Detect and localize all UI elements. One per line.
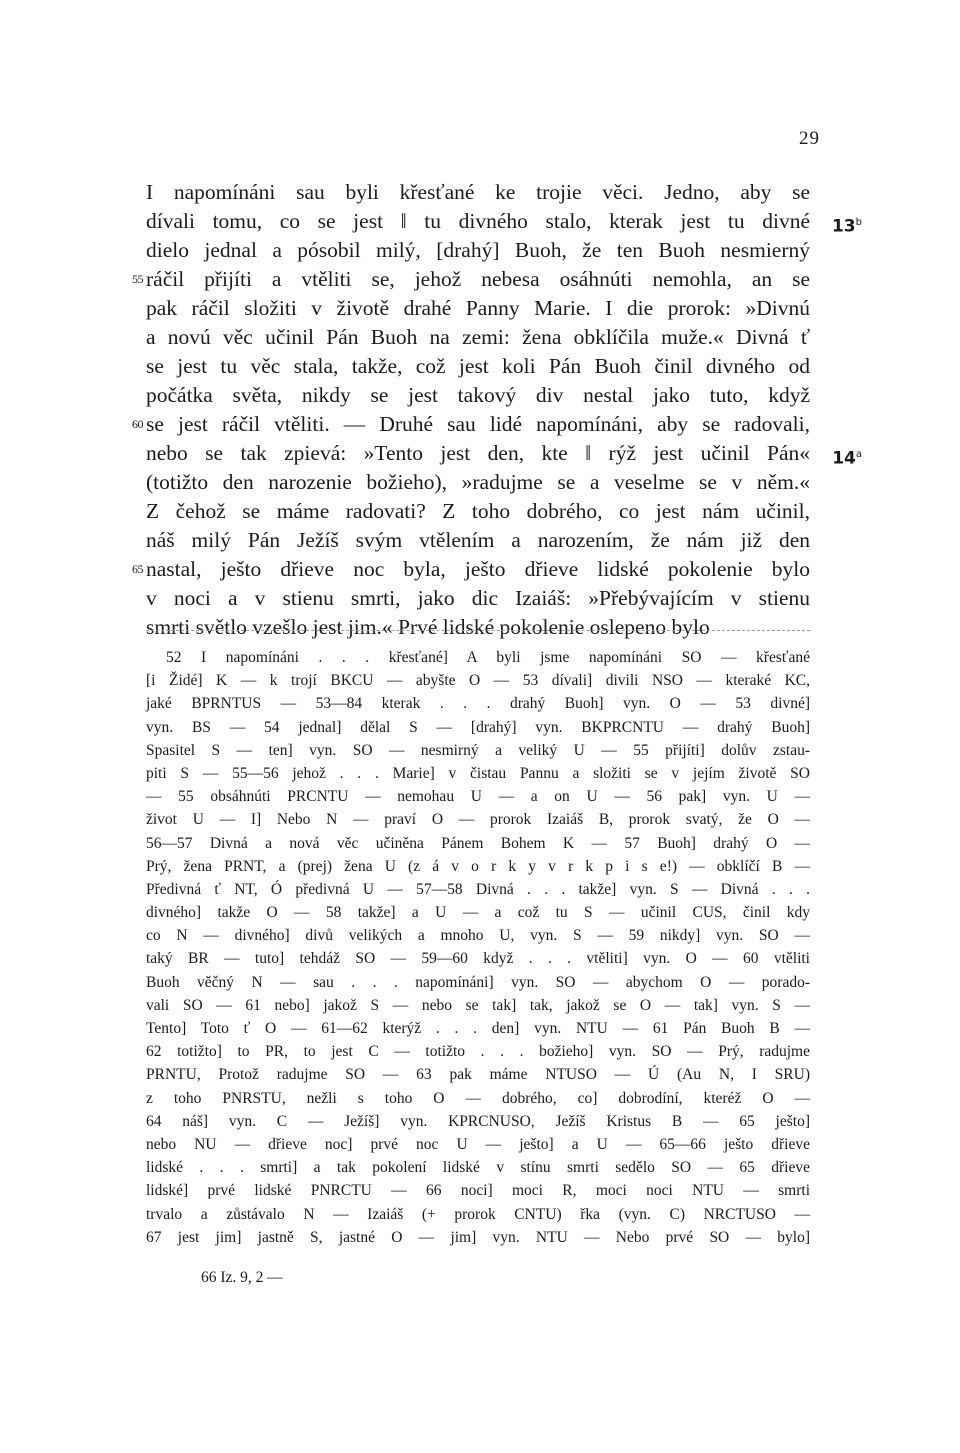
text-line bbox=[146, 236, 810, 265]
apparatus-line: Předivná ť NT, Ó předivná U — 57—58 Divná . . . takže] vyn. S — Divná . . . bbox=[146, 880, 810, 898]
text-line bbox=[146, 613, 810, 642]
apparatus-line: PRNTU, Protož radujme SO — 63 pak máme NTUSO — Ú (Au N, I SRU) bbox=[146, 1066, 810, 1084]
apparatus-line: 64 náš] vyn. C — Ježíš] vyn. KPRCNUSO, Ježíš Kristus B — 65 ješto] bbox=[146, 1112, 810, 1130]
apparatus-line: 67 jest jim] jastně S, jastné O — jim] vyn. NTU — Nebo prvé SO — bylo] bbox=[146, 1228, 810, 1246]
line-text: nebo se tak zpievá: »Tento jest den, kte ‖ rýž jest učinil Pán« bbox=[146, 441, 810, 465]
text-line bbox=[146, 584, 810, 613]
text-line bbox=[146, 381, 810, 410]
page-number: 29 bbox=[799, 128, 820, 149]
apparatus-line: Tento] Toto ť O — 61—62 kterýž . . . den] vyn. NTU — 61 Pán Buoh B — bbox=[146, 1020, 810, 1037]
text-line bbox=[146, 439, 862, 469]
apparatus-line: Buoh věčný N — sau . . . napomínáni] vyn. SO — abychom O — porado- bbox=[146, 973, 810, 991]
line-text: Z čehož se máme radovati? Z toho dobrého, co jest nám učinil, bbox=[146, 499, 810, 523]
apparatus-line: 52 I napomínáni . . . křesťané] A byli jsme napomínáni SO — křesťané bbox=[166, 649, 810, 666]
apparatus-line: piti S — 55—56 jehož . . . Marie] v čistau Pannu a složiti se v jejím životě SO bbox=[146, 764, 810, 782]
apparatus-line: vali SO — 61 nebo] jakož S — nebo se tak] tak, jakož se O — tak] vyn. S — bbox=[146, 996, 810, 1014]
line-number: 55 bbox=[132, 272, 143, 286]
folio-reference: 14$^a$ bbox=[832, 448, 862, 469]
line-text: a novú věc učinil Pán Buoh na zemi: žena obklíčila muže.« Divná ť bbox=[146, 325, 810, 349]
line-text: v noci a v stienu smrti, jako dic Izaiáš: »Přebývajícím v stienu bbox=[146, 586, 810, 610]
folio-reference: 13$^b$ bbox=[831, 216, 862, 237]
text-line bbox=[132, 265, 810, 294]
apparatus-line: jaké BPRNTUS — 53—84 kterak . . . drahý Buoh] vyn. O — 53 divné] bbox=[146, 695, 810, 713]
apparatus-line: život U — I] Nebo N — praví O — prorok Izaiáš B, prorok svatý, že O — bbox=[146, 811, 810, 829]
apparatus-line: co N — divného] divů velikých a mnoho U, vyn. S — 59 nikdy] vyn. SO — bbox=[146, 927, 810, 945]
line-text: (totižto den narozenie božieho), »radujme se a veselme se v něm.« bbox=[146, 470, 810, 494]
line-number: 60 bbox=[132, 417, 143, 431]
text-line bbox=[146, 323, 810, 352]
apparatus-line: Prý, žena PRNT, a (prej) žena U (z á v o r k y v r k p i s e!) — obklíčí B — bbox=[146, 857, 810, 875]
line-text: dielo jednal a pósobil milý, [drahý] Buoh, že ten Buoh nesmierný bbox=[146, 238, 810, 262]
apparatus-line: taký BR — tuto] tehdáž SO — 59—60 když . . . vtěliti] vyn. O — 60 vtěliti bbox=[146, 950, 810, 968]
line-text: I napomínáni sau byli křesťané ke trojie věci. Jedno, aby se bbox=[146, 180, 810, 204]
apparatus-line: trvalo a zůstávalo N — Izaiáš (+ prorok CNTU) řka (vyn. C) NRCTUSO — bbox=[146, 1205, 810, 1223]
apparatus-line: z toho PNRSTU, nežli s toho O — dobrého, co] dobrodíní, kteréž O — bbox=[146, 1089, 810, 1107]
line-text: smrti světlo vzešlo jest jim.« Prvé lidské pokolenie oslepeno bylo bbox=[146, 615, 710, 639]
critical-apparatus bbox=[146, 646, 810, 1249]
text-line bbox=[146, 526, 810, 555]
apparatus-separator bbox=[146, 630, 810, 631]
text-line bbox=[146, 294, 810, 323]
text-line bbox=[132, 410, 810, 439]
apparatus-line: vyn. BS — 54 jednal] dělal S — [drahý] vyn. BKPRCNTU — drahý Buoh] bbox=[146, 718, 810, 736]
text-line bbox=[146, 352, 810, 381]
apparatus-line: divného] takže O — 58 takže] a U — a což tu S — učinil CUS, činil kdy bbox=[146, 904, 810, 922]
biblical-footnote: 66 Iz. 9, 2 — bbox=[201, 1269, 283, 1286]
text-line bbox=[146, 468, 810, 497]
line-text: počátka světa, nikdy se jest takový div nestal jako tuto, když bbox=[146, 383, 810, 407]
line-text: dívali tomu, co se jest ‖ tu divného stalo, kterak jest tu divné bbox=[146, 209, 810, 233]
text-line bbox=[146, 497, 810, 526]
apparatus-line: — 55 obsáhnúti PRCNTU — nemohau U — a on U — 56 pak] vyn. U — bbox=[146, 788, 810, 806]
line-text: náš milý Pán Ježíš svým vtělením a narozením, že nám již den bbox=[146, 528, 810, 552]
line-text: nastal, ješto dřieve noc byla, ješto dřieve lidské pokolenie bylo bbox=[146, 557, 810, 581]
apparatus-line: [i Židé] K — k trojí BKCU — abyšte O — 53 dívali] divili NSO — kteraké KC, bbox=[146, 672, 810, 690]
apparatus-line: lidské] prvé lidské PNRCTU — 66 noci] moci R, moci noci NTU — smrti bbox=[146, 1182, 810, 1200]
text-line bbox=[146, 178, 810, 207]
text-line bbox=[132, 555, 810, 584]
line-number: 65 bbox=[132, 562, 143, 576]
apparatus-line: lidské . . . smrti] a tak pokolení lidské v stínu smrti sedělo SO — 65 dřieve bbox=[146, 1159, 810, 1177]
line-text: ráčil přijíti a vtěliti se, jehož nebesa osáhnúti nemohla, an se bbox=[146, 267, 810, 291]
apparatus-line: 62 totižto] to PR, to jest C — totižto . . . božieho] vyn. SO — Prý, radujme bbox=[146, 1043, 810, 1061]
text-line bbox=[146, 207, 862, 237]
main-text bbox=[132, 178, 862, 642]
apparatus-line: nebo NU — dřieve noc] prvé noc U — ješto] a U — 65—66 ješto dřieve bbox=[146, 1135, 810, 1153]
apparatus-line: 56—57 Divná a nová věc učiněna Pánem Bohem K — 57 Buoh] drahý O — bbox=[146, 834, 810, 852]
line-text: pak ráčil složiti v životě drahé Panny Marie. I die prorok: »Divnú bbox=[146, 296, 810, 320]
line-text: se jest ráčil vtěliti. — Druhé sau lidé napomínáni, aby se radovali, bbox=[146, 412, 810, 436]
line-text: se jest tu věc stala, takže, což jest koli Pán Buoh činil divného od bbox=[146, 354, 810, 378]
apparatus-line: Spasitel S — ten] vyn. SO — nesmirný a veliký U — 55 přijíti] dolův zstau- bbox=[146, 741, 810, 759]
